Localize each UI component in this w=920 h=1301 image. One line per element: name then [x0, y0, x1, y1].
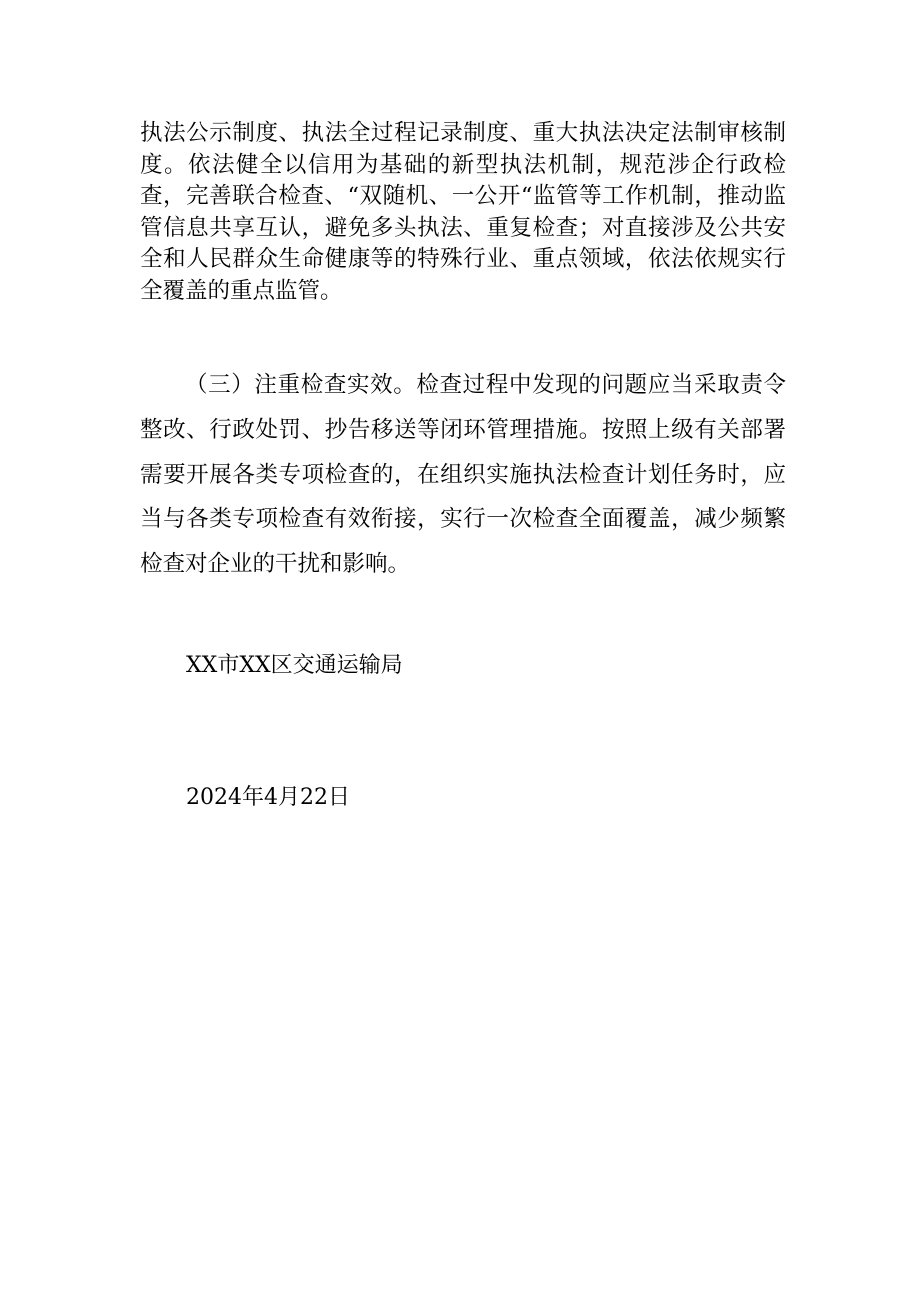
- body-paragraph-inspection-effectiveness: （三）注重检查实效。检查过程中发现的问题应当采取责令整改、行政处罚、抄告移送等闭环管理措施。按照上级有关部署需要开展各类专项检查的，在组织实施执法检查计划任务时，应当与各类专项检查有效衔接，实行一次检查全面覆盖，减少频繁检查对企业的干扰和影响。: [140, 372, 786, 578]
- body-paragraph-enforcement-mechanism: 执法公示制度、执法全过程记录制度、重大执法决定法制审核制度。依法健全以信用为基础的新型执法机制，规范涉企行政检查，完善联合检查、“双随机、一公开“监管等工作机制，推动监管信息共享互认，避免多头执法、重复检查；对直接涉及公共安全和人民群众生命健康等的特殊行业、重点领域，依法依规实行全覆盖的重点监管。: [140, 120, 786, 304]
- issuing-authority-signature: XX市XX区交通运输局: [186, 653, 403, 678]
- issue-date: 2024年4月22日: [186, 785, 350, 810]
